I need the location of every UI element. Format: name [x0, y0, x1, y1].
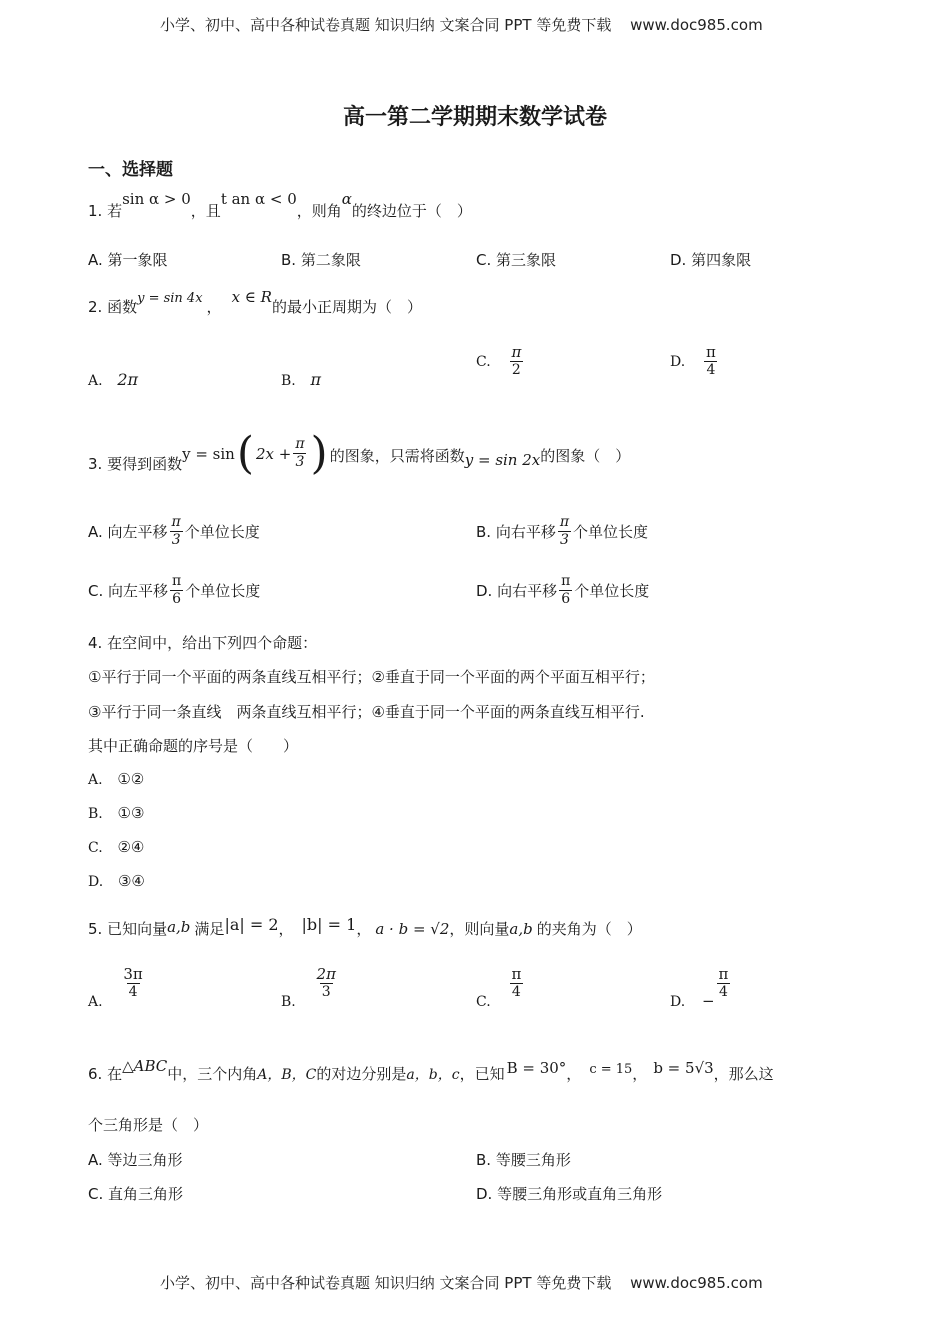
q3-d-pre: D. 向右平移	[476, 582, 558, 600]
question-5	[88, 915, 642, 939]
question-3	[88, 428, 630, 479]
q2-c-num: π	[511, 343, 522, 361]
q2-text-1: ，	[206, 298, 222, 316]
q6-math-c: c = 15	[589, 1062, 633, 1077]
q5-text-2: ，	[278, 920, 294, 938]
q5-d-fraction	[717, 966, 731, 1001]
q3-c-post: 个单位长度	[185, 582, 261, 600]
q3-b-num: π	[559, 514, 570, 530]
q3-option-b[interactable]	[476, 514, 648, 549]
q3-option-a[interactable]	[88, 514, 260, 549]
q5-a-den: 4	[128, 984, 138, 1000]
q5-number: 5. 已知向量	[88, 920, 168, 938]
q1-option-b[interactable]: B. 第二象限	[281, 251, 361, 269]
footer-banner-url[interactable]: www.doc985.com	[630, 1274, 763, 1292]
q5-option-d[interactable]	[670, 965, 732, 1010]
q3-b-fraction	[558, 514, 571, 549]
q4-b-value: ①③	[117, 804, 145, 822]
q2-option-b-label: B.	[281, 373, 296, 389]
q5-d-label: D.	[670, 994, 686, 1010]
q5-text-4: ，则向量	[449, 920, 510, 938]
q5-a-fraction	[121, 966, 144, 1001]
q1-math-sin: sin α > 0	[122, 190, 191, 208]
q3-text-1: 的图象，只需将函数	[329, 447, 465, 465]
q4-option-c[interactable]	[88, 838, 144, 856]
q6-sides: a，b，c	[406, 1067, 460, 1083]
q6-math-angle-b: B = 30°	[506, 1059, 567, 1077]
q3-target-arg: 2x +	[256, 444, 292, 463]
question-4-line-1: ①平行于同一个平面的两条直线互相平行；②垂直于同一个平面的两个平面互相平行；	[88, 668, 655, 686]
q5-math-ab-2: a,b	[509, 920, 533, 938]
q5-d-num: π	[718, 965, 729, 983]
q2-option-a-label: A.	[88, 373, 103, 389]
q5-math-norm-a: |a| = 2	[224, 915, 279, 934]
q5-text-3: ，	[356, 920, 372, 938]
q2-math-domain: x ∈ R	[231, 288, 272, 306]
q5-d-den: 4	[719, 984, 728, 1000]
q2-math-func: y = sin 4x	[137, 291, 203, 306]
q3-a-post: 个单位长度	[184, 523, 260, 541]
q5-text-5: 的夹角为（ ）	[536, 920, 642, 938]
q6-option-b[interactable]: B. 等腰三角形	[476, 1151, 571, 1169]
q5-b-num: 2π	[316, 965, 336, 983]
q3-d-den: 6	[561, 591, 571, 607]
q3-option-d[interactable]	[476, 573, 649, 608]
q3-b-post: 个单位长度	[573, 523, 649, 541]
q2-option-d[interactable]	[670, 344, 720, 379]
q6-option-c[interactable]: C. 直角三角形	[88, 1185, 184, 1203]
question-4-stem: 4. 在空间中，给出下列四个命题：	[88, 634, 318, 652]
q3-math-source: y = sin 2x	[464, 450, 541, 469]
q4-a-value: ①②	[117, 770, 145, 788]
question-4-line-2: ③平行于同一条直线 两条直线互相平行；④垂直于同一个平面的两条直线互相平行.	[88, 703, 645, 721]
q1-number: 1. 若	[88, 202, 123, 220]
q3-target-den: 3	[295, 454, 305, 470]
q4-c-label: C.	[88, 840, 103, 856]
q2-d-den: 4	[706, 362, 716, 378]
q3-number: 3. 要得到函数	[88, 455, 183, 473]
q2-option-b[interactable]	[281, 370, 321, 389]
q5-math-norm-b: |b| = 1	[301, 915, 357, 934]
q3-a-fraction	[170, 514, 183, 549]
q3-d-post: 个单位长度	[574, 582, 650, 600]
q4-d-label: D.	[88, 874, 104, 890]
q2-option-c-fraction	[509, 344, 523, 379]
q4-c-value: ②④	[117, 838, 145, 856]
q1-option-d[interactable]: D. 第四象限	[670, 251, 752, 269]
q6-number: 6. 在	[88, 1065, 123, 1083]
q3-c-num: π	[172, 573, 182, 589]
q2-option-c-label: C.	[476, 354, 491, 370]
q2-number: 2. 函数	[88, 298, 138, 316]
page-title: 高一第二学期期末数学试卷	[342, 105, 607, 130]
q6-option-d[interactable]: D. 等腰三角形或直角三角形	[476, 1185, 663, 1203]
q5-option-a[interactable]	[88, 965, 147, 1010]
q5-c-num: π	[511, 965, 522, 983]
q3-b-den: 3	[559, 532, 569, 548]
q1-option-a[interactable]: A. 第一象限	[88, 251, 168, 269]
q4-d-value: ③④	[117, 872, 145, 890]
q4-option-d[interactable]	[88, 872, 145, 890]
q2-option-c[interactable]	[476, 344, 525, 379]
q6-angles: A，B，C	[257, 1067, 317, 1083]
question-4-ask: 其中正确命题的序号是（ ）	[88, 737, 299, 755]
section-heading: 一、选择题	[88, 160, 173, 180]
q2-option-a-value: 2π	[117, 370, 139, 389]
q1-option-c[interactable]: C. 第三象限	[476, 251, 557, 269]
question-2	[88, 288, 422, 317]
question-6-line-2: 个三角形是（ ）	[88, 1116, 209, 1134]
q5-text-1: 满足	[194, 920, 225, 938]
q6-math-triangle: △ABC	[122, 1057, 168, 1075]
q3-a-den: 3	[171, 532, 181, 548]
q1-text-3: 的终边位于（ ）	[351, 202, 472, 220]
q5-a-label: A.	[88, 994, 103, 1010]
banner-text: 小学、初中、高中各种试卷真题 知识归纳 文案合同 PPT 等免费下载	[160, 16, 612, 34]
q5-b-fraction	[315, 966, 338, 1001]
question-1	[88, 190, 472, 221]
q3-d-num: π	[561, 573, 571, 589]
q3-paren-right: )	[310, 428, 328, 479]
q1-text-1: ，且	[190, 202, 221, 220]
q2-text-2: 的最小正周期为（ ）	[271, 298, 422, 316]
q5-c-label: C.	[476, 994, 491, 1010]
q1-math-tan: t an α < 0	[220, 190, 297, 208]
q3-c-fraction	[170, 573, 183, 608]
q1-math-alpha: α	[341, 190, 352, 208]
q3-paren-left: (	[236, 428, 254, 479]
q3-c-pre: C. 向左平移	[88, 582, 169, 600]
q4-option-b[interactable]	[88, 804, 144, 822]
q3-a-pre: A. 向左平移	[88, 523, 168, 541]
q3-text-2: 的图象（ ）	[540, 447, 631, 465]
q2-option-d-label: D.	[670, 354, 686, 370]
q5-d-sign: −	[701, 992, 715, 1010]
q4-option-a[interactable]	[88, 770, 144, 788]
q2-c-den: 2	[511, 362, 521, 378]
q5-c-fraction	[509, 966, 523, 1001]
banner-url[interactable]: www.doc985.com	[630, 16, 763, 34]
q5-option-c[interactable]	[476, 965, 525, 1010]
q3-math-target	[182, 428, 330, 479]
q5-option-b[interactable]	[281, 965, 340, 1010]
q2-d-num: π	[705, 343, 716, 361]
q6-text-2: 的对边分别是	[316, 1065, 407, 1083]
q5-a-num: 3π	[123, 965, 143, 983]
q2-option-d-fraction	[704, 344, 718, 379]
q6-text-1: 中，三个内角	[167, 1065, 258, 1083]
q6-text-4: ，	[566, 1065, 582, 1083]
q5-c-den: 4	[511, 984, 521, 1000]
q6-text-3: ，已知	[459, 1065, 505, 1083]
q5-math-ab: a,b	[167, 918, 191, 936]
q6-math-b: b = 5√3	[653, 1059, 714, 1077]
q2-option-a[interactable]	[88, 370, 138, 389]
q3-target-fraction	[293, 436, 306, 471]
footer-banner	[160, 1272, 763, 1293]
question-6	[88, 1057, 774, 1084]
q6-text-6: ，那么这	[713, 1065, 774, 1083]
q5-b-label: B.	[281, 994, 296, 1010]
header-banner	[160, 14, 763, 35]
q3-c-den: 6	[172, 591, 182, 607]
q3-target-num: π	[295, 436, 305, 452]
footer-banner-text: 小学、初中、高中各种试卷真题 知识归纳 文案合同 PPT 等免费下载	[160, 1274, 612, 1292]
q1-text-2: ，则角	[296, 202, 342, 220]
q3-b-pre: B. 向右平移	[476, 523, 556, 541]
q3-option-c[interactable]	[88, 573, 260, 608]
q5-b-den: 3	[321, 984, 331, 1000]
q3-a-num: π	[171, 514, 181, 530]
q6-text-5: ，	[632, 1065, 648, 1083]
q3-target-sin: y = sin	[182, 444, 235, 463]
q6-option-a[interactable]: A. 等边三角形	[88, 1151, 183, 1169]
q5-math-dot: a · b = √2	[375, 920, 450, 938]
q4-b-label: B.	[88, 806, 103, 822]
q4-a-label: A.	[88, 772, 103, 788]
q3-d-fraction	[559, 573, 572, 608]
q2-option-b-value: π	[310, 370, 322, 389]
